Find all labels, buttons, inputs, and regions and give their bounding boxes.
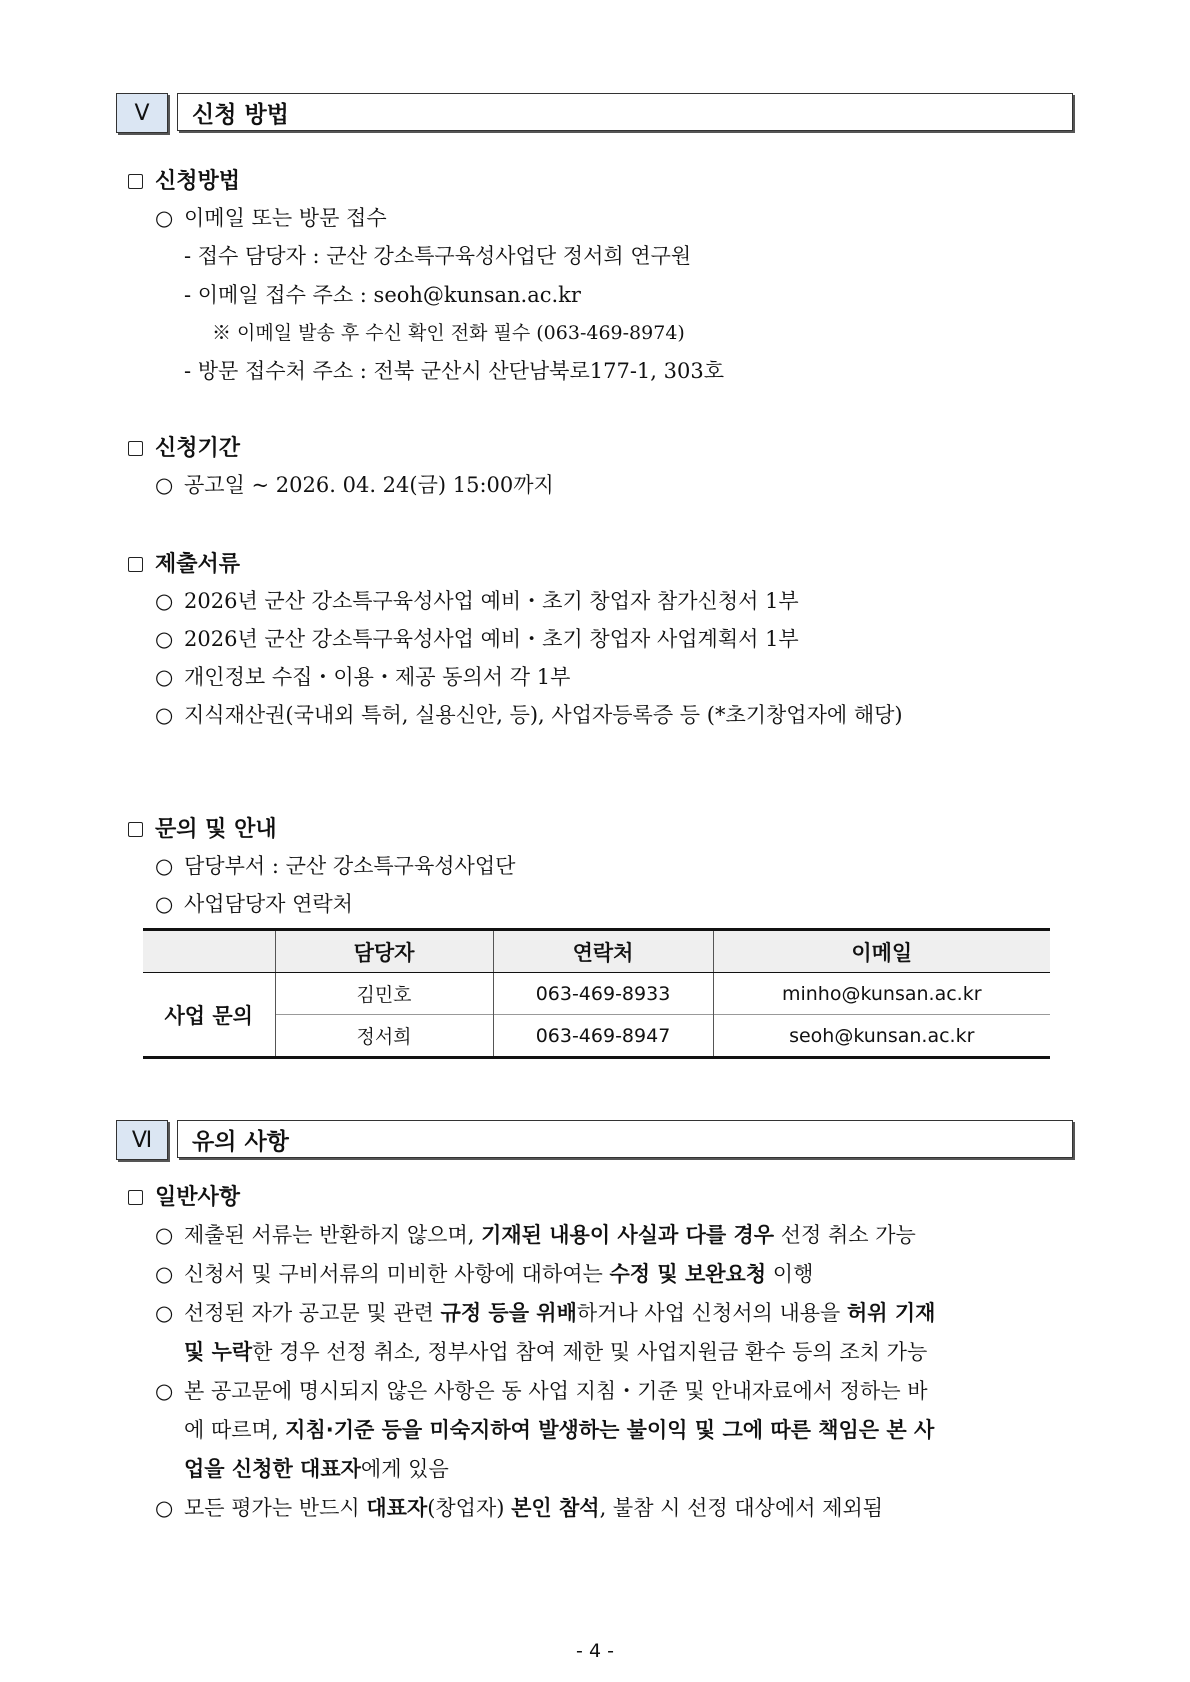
circle-bullet-icon: ○ xyxy=(155,1262,174,1286)
list-item: ○ 담당부서 : 군산 강소특구육성사업단 xyxy=(155,854,516,878)
category-cell: 사업 문의 xyxy=(143,973,275,1058)
subheading-period: 신청기간 xyxy=(128,431,240,462)
section-title: 유의 사항 xyxy=(177,1120,1073,1158)
table-header-cell xyxy=(143,930,275,973)
table-header-cell: 담당자 xyxy=(275,930,493,973)
notice-item: ○ 모든 평가는 반드시 대표자(창업자) 본인 참석, 불참 시 선정 대상에서 제외됨 xyxy=(155,1496,884,1520)
checkbox-icon xyxy=(128,822,143,837)
circle-bullet-icon: ○ xyxy=(155,1223,174,1247)
circle-bullet-icon: ○ xyxy=(155,1301,174,1325)
notice-item: ○ 제출된 서류는 반환하지 않으며, 기재된 내용이 사실과 다를 경우 선정 취소 가능 xyxy=(155,1223,916,1247)
checkbox-icon xyxy=(128,174,143,189)
notice-item: ○ 신청서 및 구비서류의 미비한 사항에 대하여는 수정 및 보완요청 이행 xyxy=(155,1262,814,1286)
list-item: ○ 2026년 군산 강소특구육성사업 예비・초기 창업자 참가신청서 1부 xyxy=(155,589,799,613)
email-cell: minho@kunsan.ac.kr xyxy=(713,973,1050,1015)
name-cell: 김민호 xyxy=(275,973,493,1015)
subheading-method: 신청방법 xyxy=(128,164,240,195)
table-row xyxy=(143,1015,1050,1058)
section-title: 신청 방법 xyxy=(177,93,1073,131)
table-row xyxy=(143,973,1050,1015)
list-item: ○ 사업담당자 연락처 xyxy=(155,892,353,916)
section-number: Ⅴ xyxy=(116,93,168,133)
subheading-documents: 제출서류 xyxy=(128,547,240,578)
circle-bullet-icon: ○ xyxy=(155,1379,174,1403)
list-item: ○ 공고일 ~ 2026. 04. 24(금) 15:00까지 xyxy=(155,473,554,497)
detail-line: - 접수 담당자 : 군산 강소특구육성사업단 정서희 연구원 xyxy=(184,244,692,268)
subheading-general: 일반사항 xyxy=(128,1180,240,1211)
email-cell: seoh@kunsan.ac.kr xyxy=(713,1015,1050,1058)
page-number: - 4 - xyxy=(576,1640,614,1662)
subheading-inquiry: 문의 및 안내 xyxy=(128,812,277,843)
circle-bullet-icon: ○ xyxy=(155,206,174,230)
table-header-cell: 이메일 xyxy=(713,930,1050,973)
phone-cell: 063-469-8933 xyxy=(493,973,713,1015)
checkbox-icon xyxy=(128,441,143,456)
notice-item-continued: 에 따르며, 지침·기준 등을 미숙지하여 발생하는 불이익 및 그에 따른 책임은 본 사 xyxy=(184,1418,935,1442)
list-item: ○ 지식재산권(국내외 특허, 실용신안, 등), 사업자등록증 등 (*초기창업자에 해당) xyxy=(155,703,903,727)
phone-cell: 063-469-8947 xyxy=(493,1015,713,1058)
table-header-cell: 연락처 xyxy=(493,930,713,973)
checkbox-icon xyxy=(128,1190,143,1205)
circle-bullet-icon: ○ xyxy=(155,892,174,916)
circle-bullet-icon: ○ xyxy=(155,1496,174,1520)
note-line: ※ 이메일 발송 후 수신 확인 전화 필수 (063-469-8974) xyxy=(212,322,685,344)
circle-bullet-icon: ○ xyxy=(155,589,174,613)
circle-bullet-icon: ○ xyxy=(155,854,174,878)
notice-item-continued: 및 누락한 경우 선정 취소, 정부사업 참여 제한 및 사업지원금 환수 등의 조치 가능 xyxy=(184,1340,928,1364)
name-cell: 정서희 xyxy=(275,1015,493,1058)
detail-line: - 방문 접수처 주소 : 전북 군산시 산단남북로177-1, 303호 xyxy=(184,359,725,383)
contact-table xyxy=(143,928,1050,1059)
notice-item: ○ 선정된 자가 공고문 및 관련 규정 등을 위배하거나 사업 신청서의 내용을 허위 기재 xyxy=(155,1301,936,1325)
table-header-row xyxy=(143,930,1050,973)
list-item: ○ 개인정보 수집・이용・제공 동의서 각 1부 xyxy=(155,665,571,689)
list-item: ○ 2026년 군산 강소특구육성사업 예비・초기 창업자 사업계획서 1부 xyxy=(155,627,799,651)
circle-bullet-icon: ○ xyxy=(155,473,174,497)
detail-line: - 이메일 접수 주소 : seoh@kunsan.ac.kr xyxy=(184,283,581,307)
section-number: Ⅵ xyxy=(116,1120,168,1160)
circle-bullet-icon: ○ xyxy=(155,703,174,727)
circle-bullet-icon: ○ xyxy=(155,627,174,651)
list-item: ○ 이메일 또는 방문 접수 xyxy=(155,206,387,230)
notice-item-continued: 업을 신청한 대표자에게 있음 xyxy=(184,1457,449,1481)
notice-item: ○ 본 공고문에 명시되지 않은 사항은 동 사업 지침・기준 및 안내자료에서 정하는 바 xyxy=(155,1379,928,1403)
circle-bullet-icon: ○ xyxy=(155,665,174,689)
checkbox-icon xyxy=(128,557,143,572)
